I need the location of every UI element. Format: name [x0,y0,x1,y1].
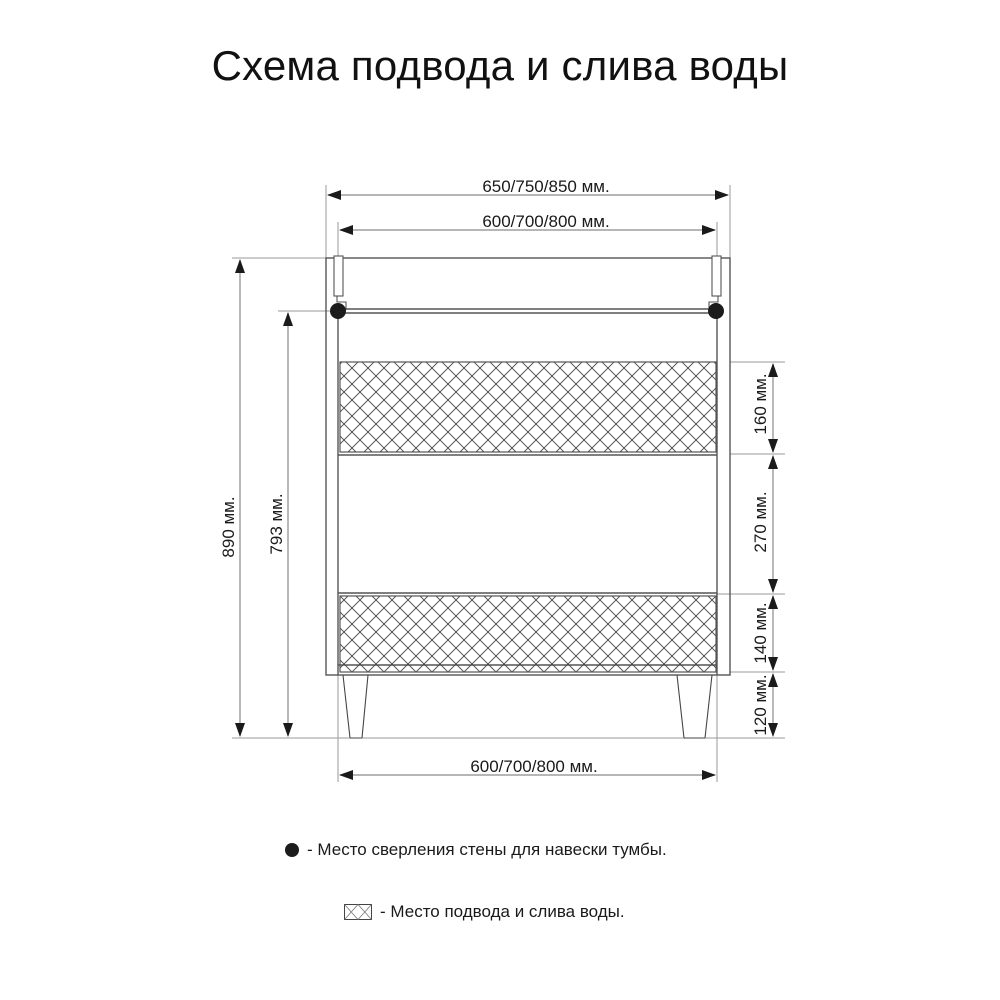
dim-mount-height: 793 мм. [267,493,286,555]
legend-water-area [344,902,625,922]
legend-drill-point [285,840,667,860]
water-area-lower [340,596,716,672]
leg-right [677,675,712,738]
dim-segment-140: 140 мм. [751,602,770,664]
dim-mount-width: 600/700/800 мм. [482,212,610,231]
water-area-upper [340,362,716,452]
extension-lines [232,185,785,782]
drill-point-right [708,303,724,319]
legend-drill-text: - Место сверления стены для навески тумбы. [307,840,667,859]
dim-segment-120: 120 мм. [751,674,770,736]
dim-overall-width: 650/750/850 мм. [482,177,610,196]
wall-brackets [334,256,721,310]
drill-point-icon [285,843,299,857]
dim-bottom-width: 600/700/800 мм. [470,757,598,776]
dimension-lines [240,195,773,775]
dim-segment-270: 270 мм. [751,491,770,553]
hatch-area-icon [344,904,372,920]
page-title: Схема подвода и слива воды [211,42,789,89]
leg-left [343,675,368,738]
legend-water-text: - Место подвода и слива воды. [380,902,625,921]
legs [343,675,712,738]
drill-point-left [330,303,346,319]
dim-overall-height: 890 мм. [219,496,238,558]
dim-segment-160: 160 мм. [751,373,770,435]
